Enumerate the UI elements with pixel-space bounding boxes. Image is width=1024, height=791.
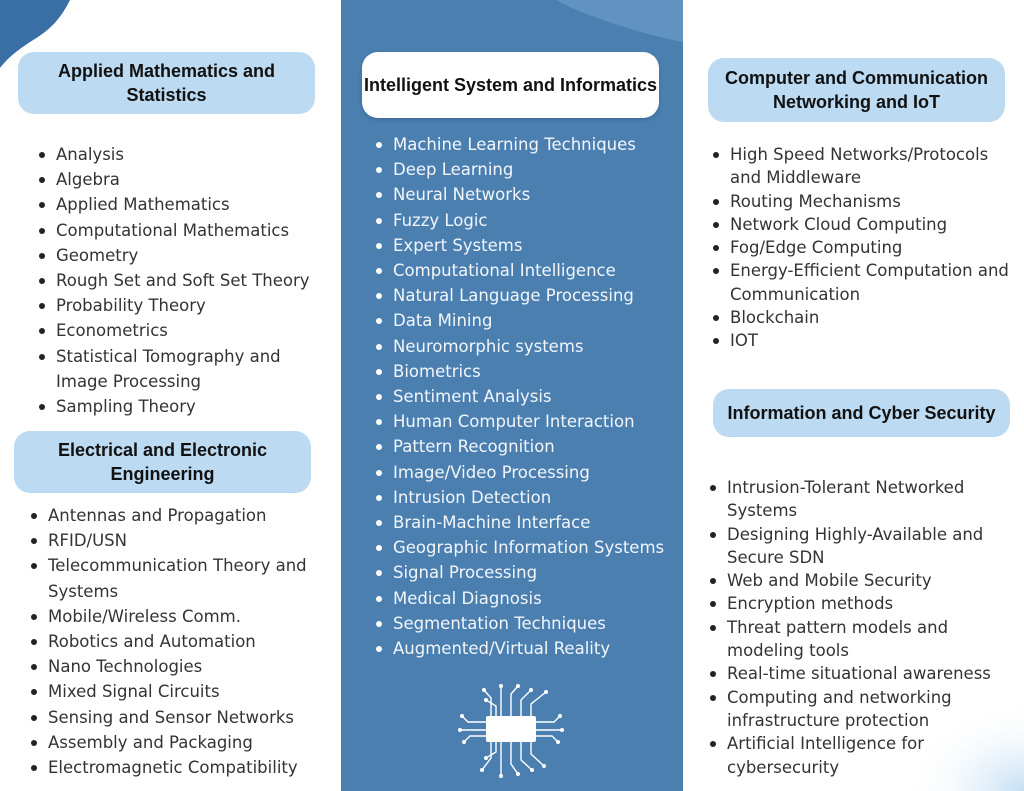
list-item: Econometrics [36, 318, 326, 343]
list-item: Mobile/Wireless Comm. [28, 604, 328, 629]
list-item: Neural Networks [373, 182, 678, 207]
circuit-chip-icon [456, 678, 566, 783]
list-item: Designing Highly-Available and Secure SDN [707, 523, 1007, 570]
list-item: Threat pattern models and modeling tools [707, 616, 1007, 663]
list-item: Data Mining [373, 308, 678, 333]
list-item: Real-time situational awareness [707, 662, 1007, 685]
section-title-cyber-security: Information and Cyber Security [713, 389, 1010, 437]
list-item: Rough Set and Soft Set Theory [36, 268, 326, 293]
list-item: Geographic Information Systems [373, 535, 678, 560]
list-item: Machine Learning Techniques [373, 132, 678, 157]
list-item: Fuzzy Logic [373, 208, 678, 233]
list-item: Routing Mechanisms [710, 190, 1010, 213]
list-item: Neuromorphic systems [373, 334, 678, 359]
list-item: Probability Theory [36, 293, 326, 318]
list-item: Encryption methods [707, 592, 1007, 615]
middle-column [341, 0, 683, 791]
list-item: Expert Systems [373, 233, 678, 258]
list-item: Human Computer Interaction [373, 409, 678, 434]
section-title-networking: Computer and Communication Networking and IoT [708, 58, 1005, 122]
list-item: IOT [710, 329, 1010, 352]
list-item: Brain-Machine Interface [373, 510, 678, 535]
list-item: Computational Mathematics [36, 218, 326, 243]
list-item: Computational Intelligence [373, 258, 678, 283]
list-item: Geometry [36, 243, 326, 268]
list-item: Applied Mathematics [36, 192, 326, 217]
cyber-security-list [707, 476, 1007, 779]
electrical-list [28, 503, 328, 780]
section-title-applied-math: Applied Mathematics and Statistics [18, 52, 315, 114]
list-item: Fog/Edge Computing [710, 236, 1010, 259]
list-item: Artificial Intelligence for cybersecurity [707, 732, 1007, 779]
list-item: Segmentation Techniques [373, 611, 678, 636]
list-item: Signal Processing [373, 560, 678, 585]
list-item: Biometrics [373, 359, 678, 384]
list-item: Mixed Signal Circuits [28, 679, 328, 704]
list-item: Telecommunication Theory and Systems [28, 553, 328, 603]
list-item: Electromagnetic Compatibility [28, 755, 328, 780]
list-item: Sampling Theory [36, 394, 326, 419]
list-item: Intrusion Detection [373, 485, 678, 510]
list-item: Computing and networking infrastructure protection [707, 686, 1007, 733]
list-item: Image/Video Processing [373, 460, 678, 485]
list-item: Intrusion-Tolerant Networked Systems [707, 476, 1007, 523]
applied-math-list [36, 142, 326, 419]
list-item: Sensing and Sensor Networks [28, 705, 328, 730]
list-item: Energy-Efficient Computation and Communication [710, 259, 1010, 306]
networking-list [710, 143, 1010, 353]
list-item: Deep Learning [373, 157, 678, 182]
list-item: RFID/USN [28, 528, 328, 553]
intelligent-systems-list [373, 132, 678, 661]
list-item: Assembly and Packaging [28, 730, 328, 755]
list-item: High Speed Networks/Protocols and Middleware [710, 143, 1010, 190]
right-column [683, 0, 1024, 791]
list-item: Natural Language Processing [373, 283, 678, 308]
list-item: Statistical Tomography and Image Processing [36, 344, 326, 394]
list-item: Web and Mobile Security [707, 569, 1007, 592]
list-item: Blockchain [710, 306, 1010, 329]
list-item: Antennas and Propagation [28, 503, 328, 528]
left-column [0, 0, 341, 791]
list-item: Analysis [36, 142, 326, 167]
list-item: Sentiment Analysis [373, 384, 678, 409]
section-title-electrical: Electrical and Electronic Engineering [14, 431, 311, 493]
wave-decoration [523, 0, 683, 50]
list-item: Augmented/Virtual Reality [373, 636, 678, 661]
list-item: Nano Technologies [28, 654, 328, 679]
section-title-intelligent-systems: Intelligent System and Informatics [362, 52, 659, 118]
list-item: Algebra [36, 167, 326, 192]
list-item: Medical Diagnosis [373, 586, 678, 611]
list-item: Network Cloud Computing [710, 213, 1010, 236]
list-item: Robotics and Automation [28, 629, 328, 654]
list-item: Pattern Recognition [373, 434, 678, 459]
